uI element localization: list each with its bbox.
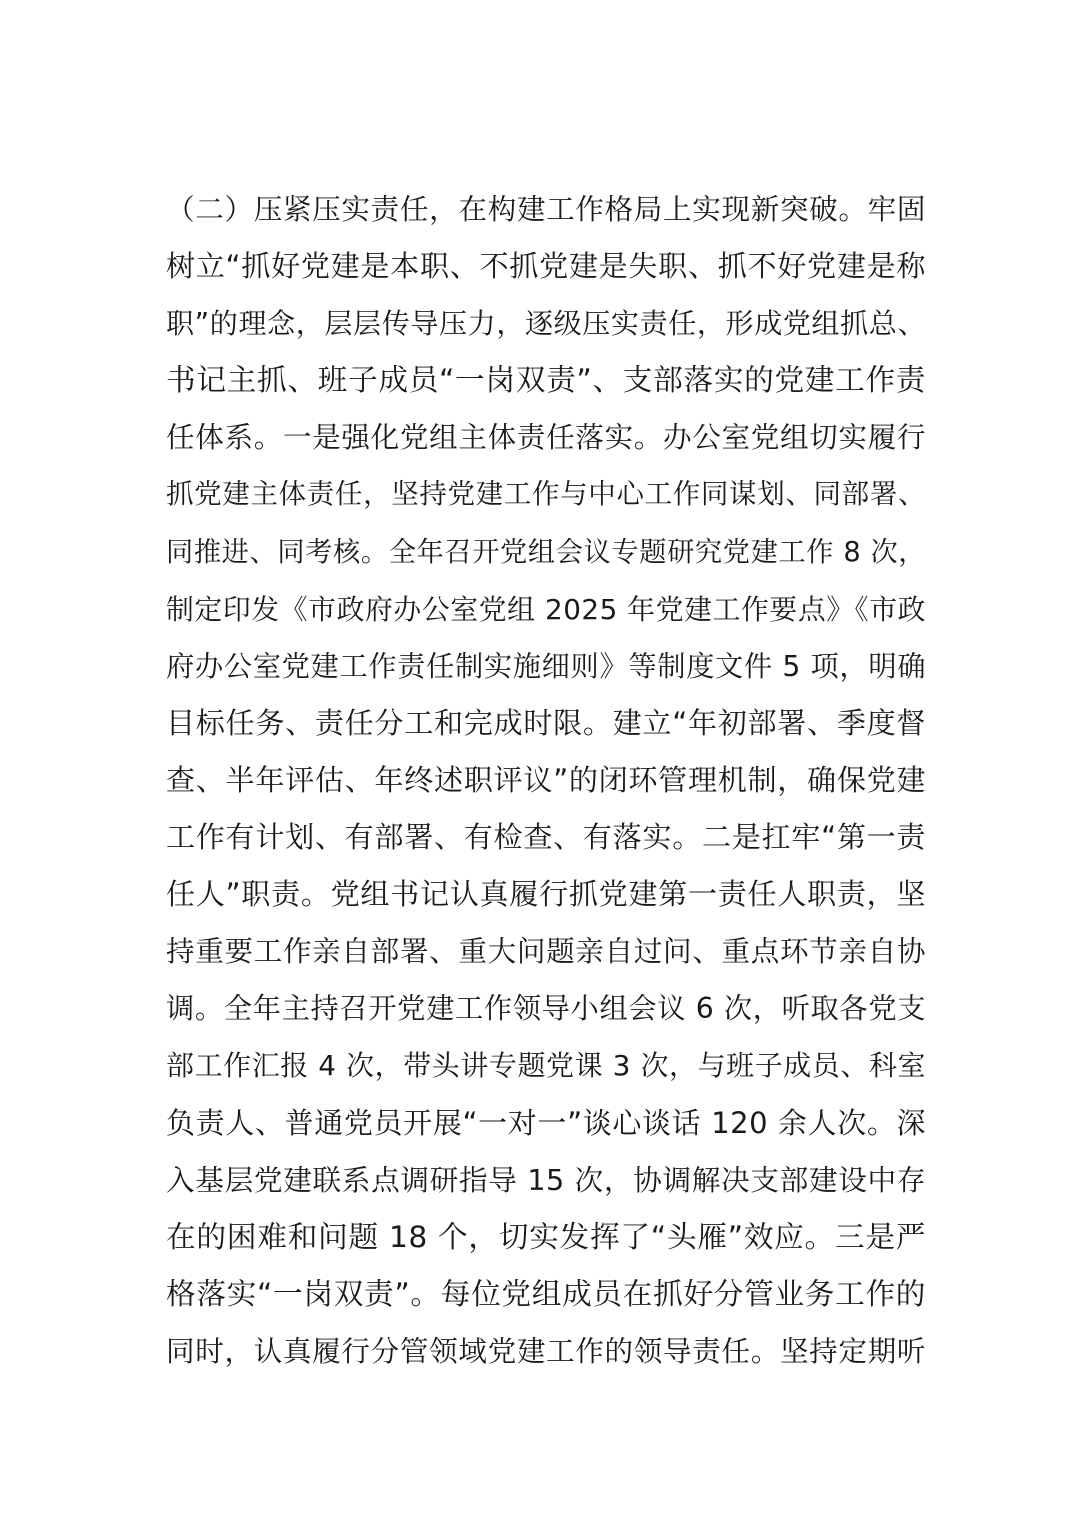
text-line: 查、半年评估、年终述职评议”的闭环管理机制，确保党建 (166, 762, 926, 797)
body-paragraph (166, 181, 926, 1380)
text-line: 树立“抓好党建是本职、不抓党建是失职、抓不好党建是称 (166, 249, 926, 284)
text-line: 部工作汇报 4 次，带头讲专题党课 3 次，与班子成员、科室 (166, 1049, 926, 1083)
text-line: 制定印发《市政府办公室党组 2025 年党建工作要点》《市政 (166, 592, 926, 626)
text-line: 抓党建主体责任，坚持党建工作与中心工作同谋划、同部署、 (166, 478, 926, 511)
text-line: 持重要工作亲自部署、重大问题亲自过问、重点环节亲自协 (166, 934, 926, 969)
text-line: 入基层党建联系点调研指导 15 次，协调解决支部建设中存 (166, 1162, 926, 1197)
text-line: 工作有计划、有部署、有检查、有落实。二是扛牢“第一责 (166, 820, 926, 855)
text-line: 任人”职责。党组书记认真履行抓党建第一责任人职责，坚 (166, 877, 926, 912)
text-line: 职”的理念，层层传导压力，逐级压实责任，形成党组抓总、 (166, 307, 926, 341)
text-line: （二）压紧压实责任，在构建工作格局上实现新突破。牢固 (166, 192, 926, 226)
text-line: 任体系。一是强化党组主体责任落实。办公室党组切实履行 (166, 420, 926, 455)
text-line: 目标任务、责任分工和完成时限。建立“年初部署、季度督 (166, 705, 926, 740)
text-line: 书记主抓、班子成员“一岗双责”、支部落实的党建工作责 (166, 363, 926, 399)
text-line: 在的困难和问题 18 个，切实发挥了“头雁”效应。三是严 (166, 1219, 926, 1255)
text-line: 调。全年主持召开党建工作领导小组会议 6 次，听取各党支 (166, 992, 926, 1026)
text-line: 府办公室党建工作责任制实施细则》等制度文件 5 项，明确 (166, 649, 926, 683)
text-line: 同时，认真履行分管领域党建工作的领导责任。坚持定期听 (166, 1333, 926, 1368)
text-line: 负责人、普通党员开展“一对一”谈心谈话 120 余人次。深 (166, 1105, 926, 1140)
text-line: 格落实“一岗双责”。每位党组成员在抓好分管业务工作的 (166, 1276, 926, 1312)
text-line: 同推进、同考核。全年召开党组会议专题研究党建工作 8 次， (166, 536, 926, 568)
